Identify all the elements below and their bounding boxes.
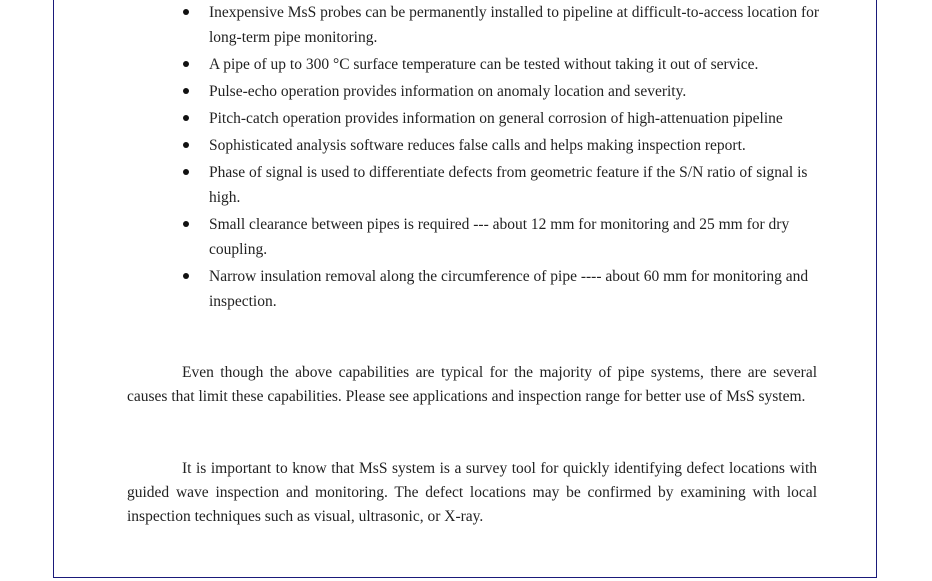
list-item	[209, 133, 821, 158]
bullet-icon	[183, 142, 189, 148]
bullet-icon	[183, 88, 189, 94]
list-item-text: Inexpensive MsS probes can be permanently installed to pipeline at difficult-to-access location for long-term pipe monitoring.	[209, 4, 820, 46]
list-item-text: Small clearance between pipes is required --- about 12 mm for monitoring and 25 mm for dry coupling.	[209, 216, 790, 258]
bullet-icon	[183, 115, 189, 121]
list-item-text: Pitch-catch operation provides information on general corrosion of high-attenuation pipeline	[209, 110, 783, 127]
list-item	[209, 106, 821, 131]
list-item-text: A pipe of up to 300 °C surface temperature can be tested without taking it out of service.	[209, 56, 759, 73]
list-item-text: Pulse-echo operation provides information on anomaly location and severity.	[209, 83, 687, 100]
list-item-text: Narrow insulation removal along the circumference of pipe ---- about 60 mm for monitoring and inspection.	[209, 268, 809, 310]
bullet-icon	[183, 169, 189, 175]
limitations-paragraph: Even though the above capabilities are typical for the majority of pipe systems, there are several causes that limit these capabilities. Please see applications and inspection range for better use of MsS system.	[127, 364, 817, 405]
capabilities-list	[209, 0, 821, 316]
bullet-icon	[183, 273, 189, 279]
list-item	[209, 212, 821, 262]
list-item	[209, 0, 821, 50]
survey-tool-paragraph: It is important to know that MsS system is a survey tool for quickly identifying defect locations with guided wave inspection and monitoring. The defect locations may be confirmed by examining with local inspection techniques such as visual, ultrasonic, or X-ray.	[127, 460, 817, 525]
bullet-icon	[183, 61, 189, 67]
list-item-text: Sophisticated analysis software reduces false calls and helps making inspection report.	[209, 137, 746, 154]
list-item	[209, 79, 821, 104]
list-item	[209, 52, 821, 77]
bullet-icon	[183, 221, 189, 227]
bullet-icon	[183, 9, 189, 15]
list-item-text: Phase of signal is used to differentiate defects from geometric feature if the S/N ratio of signal is high.	[209, 164, 808, 206]
list-item	[209, 264, 821, 314]
list-item	[209, 160, 821, 210]
